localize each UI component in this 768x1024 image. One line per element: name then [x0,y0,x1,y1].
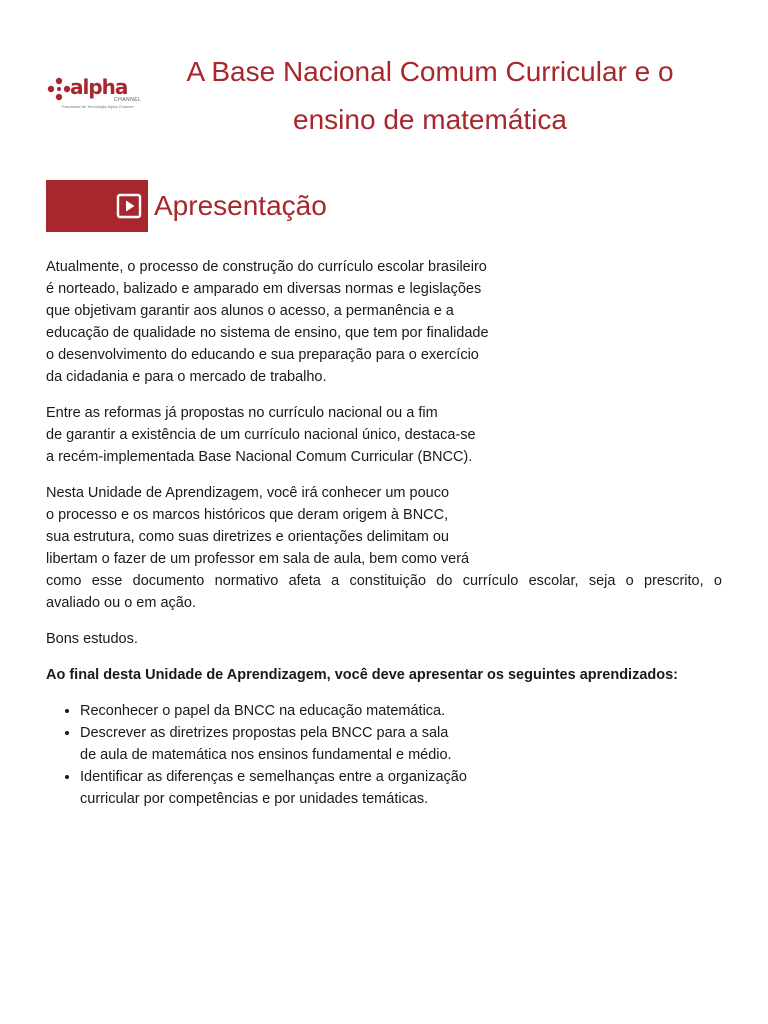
logo [46,74,146,114]
text-line: avaliado ou o em ação. [46,595,196,611]
content [46,256,722,810]
text-line: educação de qualidade no sistema de ensino, que tem por finalidade [46,325,489,341]
text-line: Atualmente, o processo de construção do currículo escolar brasileiro [46,259,487,275]
text-line: sua estrutura, como suas diretrizes e orientações delimitam ou [46,529,449,545]
paragraph-greeting: Bons estudos. [46,631,138,647]
text-line: é norteado, balizado e amparado em diversas normas e legislações [46,281,482,297]
title-line-2: ensino de matemática [293,104,567,135]
list-item [80,700,722,722]
text-line: Entre as reformas já propostas no currículo nacional ou a fim [46,405,438,421]
text-line: como esse documento normativo afeta a constituição do currículo escolar, seja o prescrito, o [46,573,722,589]
paragraph-intro [46,256,722,388]
text-line: • Identificar as diferenças e semelhanças entre a organização [80,769,467,785]
title-line-1: A Base Nacional Comum Curricular e o [186,56,674,87]
list-item [80,766,722,810]
text-line: da cidadania e para o mercado de trabalho. [46,369,327,385]
text-line: curricular por competências e por unidades temáticas. [80,791,429,807]
paragraph-unit [46,482,722,614]
paragraph-reforms [46,402,722,468]
text-line: Nesta Unidade de Aprendizagem, você irá conhecer um pouco [46,485,450,501]
page-title [150,48,710,144]
list-item [80,722,722,766]
text-line: o processo e os marcos históricos que deram origem à BNCC, [46,507,449,523]
goals-list [46,700,722,810]
text-line: a recém-implementada Base Nacional Comum Curricular (BNCC). [46,449,473,465]
play-square-icon [116,193,142,219]
goals-heading: Ao final desta Unidade de Aprendizagem, você deve apresentar os seguintes aprendizados: [46,667,678,683]
text-line: libertam o fazer de um professor em sala de aula, bem como verá [46,551,470,567]
text-line: o desenvolvimento do educando e sua preparação para o exercício [46,347,479,363]
section-title: Apresentação [154,190,327,221]
text-line: que objetivam garantir aos alunos o acesso, a permanência e a [46,303,454,319]
text-line: • Reconhecer o papel da BNCC na educação matemática. [80,703,446,719]
logo-word: alpha [70,75,128,99]
text-line: de garantir a existência de um currículo nacional único, destaca-se [46,427,476,443]
text-line: de aula de matemática nos ensinos fundamental e médio. [80,747,452,763]
logo-sub: CHANNEL [114,97,142,103]
text-line: • Descrever as diretrizes propostas pela BNCC para a sala [80,725,449,741]
logo-dots-icon [46,76,72,102]
logo-tagline: Faculdade de Tecnologia Alpha Channel [62,104,134,109]
